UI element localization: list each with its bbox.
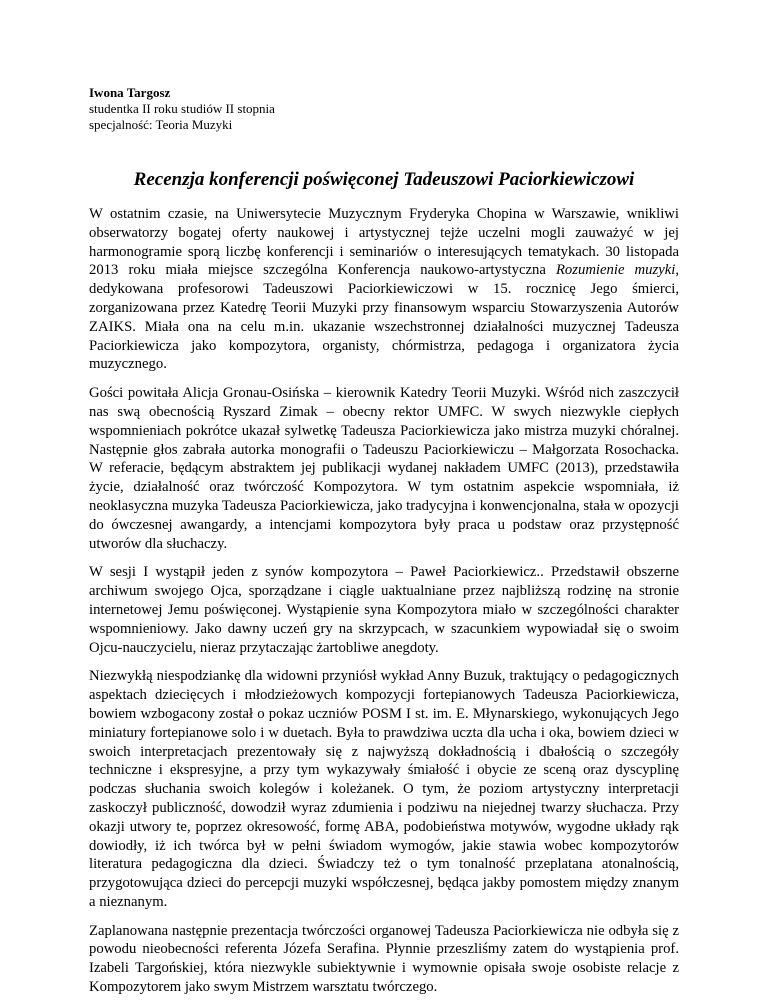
paragraph-2: Gości powitała Alicja Gronau-Osińska – kierownik Katedry Teorii Muzyki. Wśród nich zaszczycił nas swą obecnością Ryszard Zimak – obecny rektor UMFC. W swych niezwykle ciepłych wspomnieniach pokrótce ukazał sylwetkę Tadeusza Paciorkiewicza jako mistrza muzyki chóralnej. Następnie głos zabrała autorka monografii o Tadeuszu Paciorkiewiczu – Małgorzata Rosochacka. W referacie, będącym abstraktem jej publikacji wydanej nakładem UMFC (2013), przedstawiła życie, działalność oraz twórczość Kompozytora. W tym ostatnim aspekcie wspomniała, iż neoklasyczna muzyka Tadeusza Paciorkiewicza, jako tradycyjna i konwencjonalna, stała w opozycji do ówczesnej awangardy, a intencjami kompozytora były praca u podstaw oraz przystępność utworów dla słuchaczy. — [89, 385, 679, 552]
author-specialization: specjalność: Teoria Muzyki — [89, 117, 233, 132]
paragraph-1-italic: Rozumienie muzyki — [555, 262, 676, 279]
author-name: Iwona Targosz — [89, 85, 171, 100]
paragraph-5: Zaplanowana następnie prezentacja twórczości organowej Tadeusza Paciorkiewicza nie odbyła się z powodu nieobecności referenta Józefa Serafina. Płynnie przeszliśmy zatem do wystąpienia prof. Izabeli Targońskiej, która niezwykle subiektywnie i wymownie opisała swoje osobiste relacje z Kompozytorem jako swym Mistrzem warsztatu twórczego. — [89, 922, 679, 996]
author-affiliation: studentka II roku studiów II stopnia — [89, 101, 275, 116]
paragraph-4: Niezwykłą niespodziankę dla widowni przyniósł wykład Anny Buzuk, traktujący o pedagogicznych aspektach dziecięcych i młodzieżowych kompozycji fortepianowych Tadeusza Paciorkiewicza, bowiem wzbogacony został o pokaz uczniów POSM I st. im. E. Młynarskiego, wykonujących Jego miniatury fortepianowe solo i w duetach. Była to prawdziwa uczta dla ucha i oka, bowiem dzieci w swoich interpretacjach prezentowały się z najwyższą dokładnością i dbałością o szczegóły techniczne i ekspresyjne, a przy tym wykazywały śmiałość i obycie ze sceną oraz dyscyplinę podczas słuchania swoich kolegów i koleżanek. O tym, że poziom artystyczny interpretacji zaskoczył publiczność, dowodził wyraz zdumienia i podziwu na niejednej twarzy słuchacza. Przy okazji utwory te, poprzez okresowość, formę ABA, podobieństwa motywów, wygodne układy rąk dowiodły, iż ich twórca był w pełni świadom wymogów, jakie stawia wobec kompozytorów literatura pedagogiczna dla dzieci. Świadczy też o tym tonalność przeplatana atonalnością, przygotowująca dzieci do percepcji muzyki współczesnej, będąca jakby pomostem między znanym a nieznanym. — [89, 668, 679, 910]
paragraph-1 — [89, 205, 679, 374]
document-body — [89, 205, 679, 1007]
paragraph-1-text-b: , dedykowana profesorowi Tadeuszowi Paciorkiewiczowi w 15. rocznicę Jego śmierci, zorganizowana przez Katedrę Teorii Muzyki przy finansowym wsparciu Stowarzyszenia Autorów ZAIKS. Miała ona na celu m.in. ukazanie wszechstronnej działalności muzycznej Tadeusza Paciorkiewicza jako kompozytora, organisty, chórmistrza, pedagoga i organizatora życia muzycznego. — [89, 262, 679, 373]
paragraph-3: W sesji I wystąpił jeden z synów kompozytora – Paweł Paciorkiewicz.. Przedstawił obszerne archiwum swojego Ojca, sporządzane i ciągle uaktualniane przez najbliższą rodzinę na stronie internetowej Jemu poświęconej. Wystąpienie syna Kompozytora miało w szczególności charakter wspomnieniowy. Jako dawny uczeń gry na skrzypcach, w szacunkiem wypowiadał się o swoim Ojcu-nauczycielu, nieraz przytaczając żartobliwe anegdoty. — [89, 564, 679, 656]
document-title: Recenzja konferencji poświęconej Tadeuszowi Paciorkiewiczowi — [133, 169, 635, 190]
author-block — [89, 85, 689, 133]
paragraph-1-text-a: W ostatnim czasie, na Uniwersytecie Muzycznym Fryderyka Chopina w Warszawie, wnikliwi obserwatorzy bogatej oferty naukowej i artystycznej tejże uczelni mogli zauważyć w jej harmonogramie sporą liczbę konferencji i seminariów o interesujących tematykach. 30 listopada 2013 roku miała miejsce szczególna Konferencja naukowo-artystyczna — [89, 206, 679, 279]
